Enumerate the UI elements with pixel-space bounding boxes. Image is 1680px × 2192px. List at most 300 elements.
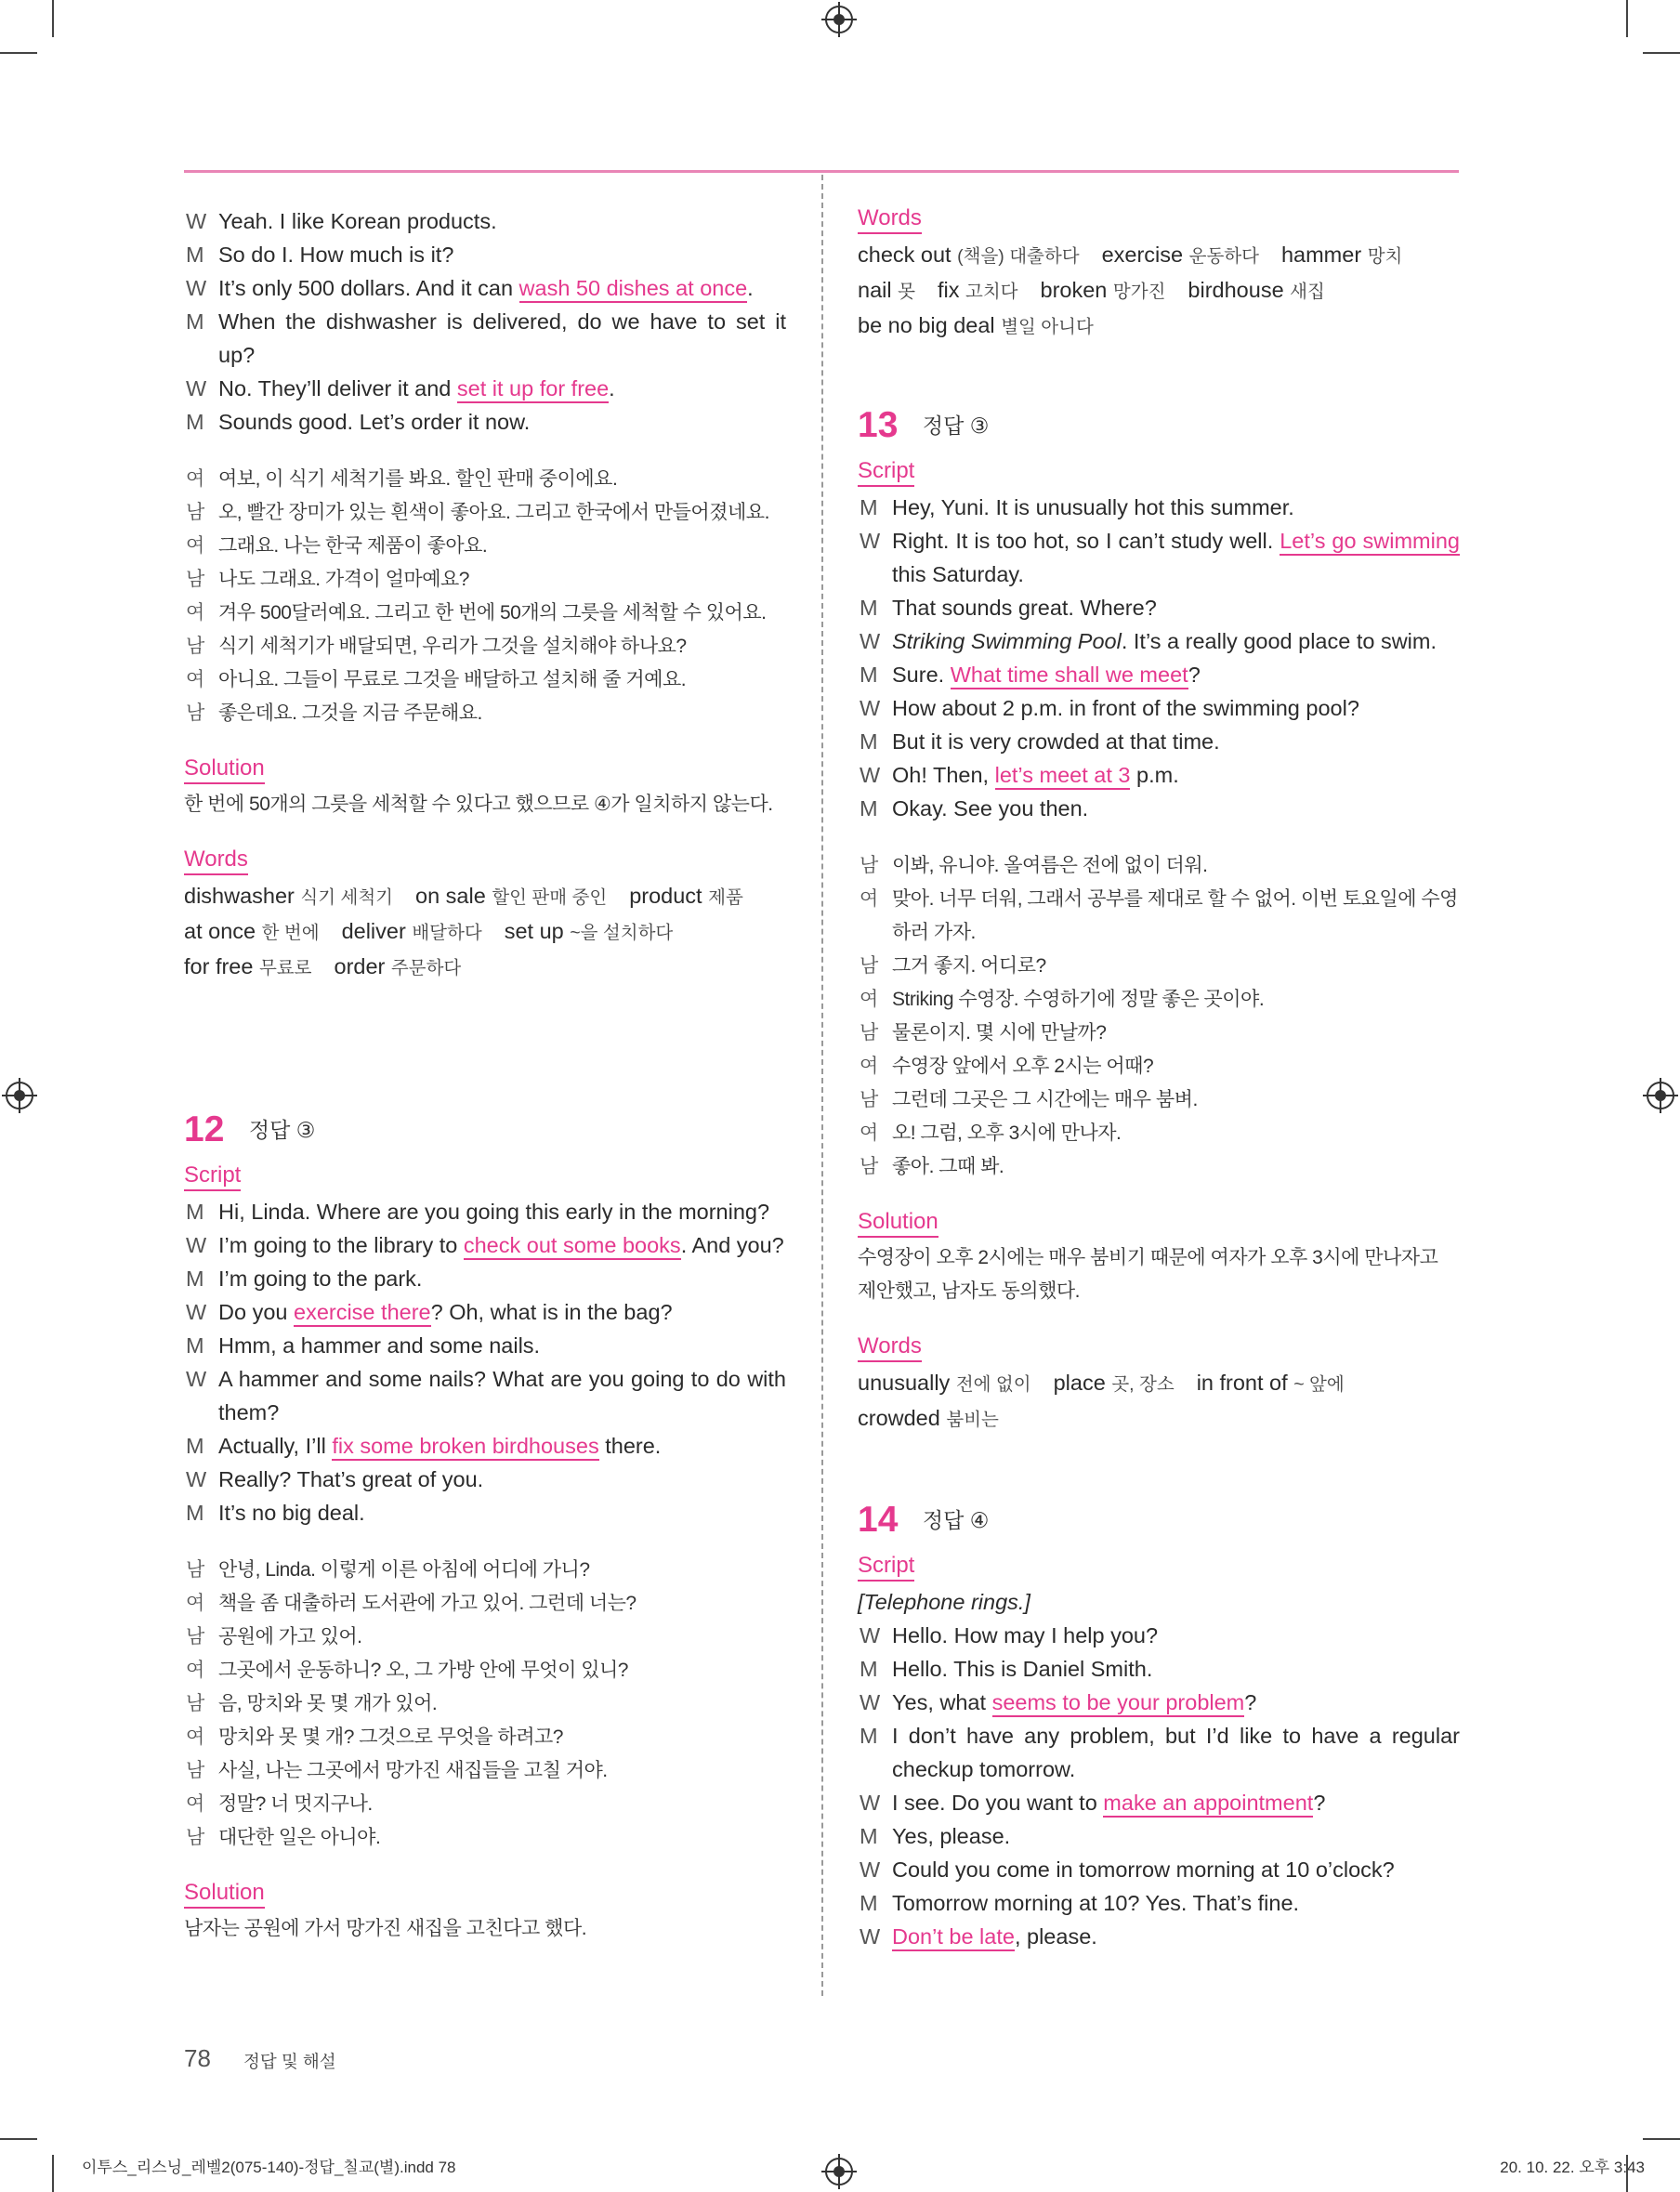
dialogue-text: When the dishwasher is delivered, do we have to set it up? <box>218 309 786 367</box>
dialogue-line <box>184 238 786 271</box>
translation-text: 식기 세척기가 배달되면, 우리가 그것을 설치해야 하나요? <box>218 636 687 657</box>
dialogue-line <box>184 1463 786 1496</box>
word-entry <box>1197 1371 1345 1395</box>
translation-text: 정말? 너 멋지구나. <box>218 1793 373 1815</box>
dialogue-text: No. They’ll deliver it and <box>218 376 457 400</box>
word-entry <box>629 884 743 908</box>
question-number: 14 <box>858 1499 899 1540</box>
dialogue-line <box>184 271 786 305</box>
speaker-tag: 남 <box>186 1693 204 1714</box>
word-entry <box>184 884 393 908</box>
script-dialogue <box>184 1195 786 1529</box>
dialogue-line <box>184 1228 786 1262</box>
words-list <box>858 1366 1460 1437</box>
highlighted-phrase: make an appointment <box>1103 1791 1313 1818</box>
dialogue-line <box>858 1819 1460 1853</box>
translation-line <box>184 1587 786 1621</box>
dialogue-text: ? <box>1313 1791 1326 1815</box>
registration-mark-icon <box>825 6 853 33</box>
translation-text: 대단한 일은 아니야. <box>218 1827 381 1848</box>
dialogue-text: Right. It is too hot, so I can’t study well. <box>892 529 1280 553</box>
script-dialogue <box>858 491 1460 825</box>
word-english: set up <box>504 919 564 943</box>
speaker-tag: M <box>186 1333 204 1358</box>
stage-direction: [Telephone rings.] <box>858 1590 1030 1614</box>
speaker-tag: W <box>186 1233 207 1257</box>
dialogue-text: Yeah. I like Korean products. <box>218 209 497 233</box>
dialogue-text: Sounds good. Let’s order it now. <box>218 410 531 434</box>
words-line <box>184 879 786 914</box>
speaker-tag: W <box>186 1467 207 1491</box>
word-korean: 별일 아니다 <box>1001 317 1094 337</box>
speaker-tag: 여 <box>186 1660 204 1681</box>
word-entry <box>858 1371 1031 1395</box>
dialogue-text: Okay. See you then. <box>892 796 1089 820</box>
highlighted-phrase: Let’s go swimming <box>1280 529 1460 556</box>
dialogue-line <box>858 1619 1460 1652</box>
speaker-tag: 남 <box>186 502 204 523</box>
speaker-tag: M <box>860 596 878 620</box>
highlighted-phrase: wash 50 dishes at once <box>519 276 748 303</box>
speaker-tag: 남 <box>860 855 878 876</box>
speaker-tag: 남 <box>186 569 204 590</box>
word-korean: 전에 없이 <box>955 1374 1031 1395</box>
translation-line <box>184 1621 786 1654</box>
word-korean: 운동하다 <box>1188 246 1259 267</box>
speaker-tag: M <box>860 1891 878 1915</box>
speaker-tag: 남 <box>186 1760 204 1781</box>
words-line <box>858 273 1460 308</box>
dialogue-text: Yes, what <box>892 1690 992 1714</box>
dialogue-text: ? <box>1244 1690 1257 1714</box>
dialogue-line <box>184 1429 786 1463</box>
crop-mark <box>1643 2138 1680 2140</box>
speaker-tag: W <box>860 1690 881 1714</box>
translation-text: 그래요. 나는 한국 제품이 좋아요. <box>218 535 488 557</box>
speaker-tag: M <box>860 663 878 687</box>
translation-text: 오! 그럼, 오후 3시에 만나자. <box>892 1122 1122 1144</box>
speaker-tag: 여 <box>186 1593 204 1614</box>
speaker-tag: 남 <box>860 1156 878 1177</box>
speaker-tag: 여 <box>186 1793 204 1815</box>
word-korean: 못 <box>898 282 915 302</box>
word-english: in front of <box>1196 1371 1288 1395</box>
translation-text: 그런데 그곳은 그 시간에는 매우 붐벼. <box>892 1089 1198 1110</box>
speaker-tag: 여 <box>860 888 878 910</box>
speaker-tag: M <box>860 796 878 820</box>
word-english: at once <box>184 919 256 943</box>
words-label: Words <box>184 846 248 875</box>
dialogue-text: Do you <box>218 1300 294 1324</box>
word-english: broken <box>1040 278 1108 302</box>
question-header <box>858 396 1460 452</box>
dialogue-line <box>184 1295 786 1329</box>
dialogue-text: I see. Do you want to <box>892 1791 1104 1815</box>
word-korean: 무료로 <box>258 958 312 978</box>
translation-text: 겨우 500달러예요. 그리고 한 번에 50개의 그릇을 세척할 수 있어요. <box>218 602 767 623</box>
translation-text: 아니요. 그들이 무료로 그것을 배달하고 설치해 줄 거예요. <box>218 669 687 690</box>
solution-text: 한 번에 50개의 그릇을 세척할 수 있다고 했으므로 ④가 일치하지 않는다. <box>184 794 773 815</box>
speaker-tag: 여 <box>186 1726 204 1748</box>
dialogue-line <box>858 725 1460 758</box>
translation-line <box>858 1083 1460 1117</box>
registration-mark-icon <box>1647 1082 1674 1109</box>
translation-text: 책을 좀 대출하러 도서관에 가고 있어. 그런데 너는? <box>218 1593 637 1614</box>
word-english: for free <box>184 954 254 978</box>
translation-line <box>858 1050 1460 1083</box>
dialogue-line <box>858 1853 1460 1886</box>
word-entry <box>1281 243 1402 267</box>
word-entry <box>858 1406 999 1430</box>
speaker-tag: 여 <box>860 1056 878 1077</box>
dialogue-line <box>184 405 786 439</box>
speaker-tag: W <box>860 696 881 720</box>
speaker-tag: W <box>860 629 881 653</box>
translation-line <box>184 1554 786 1587</box>
translation-text: 좋은데요. 그것을 지금 주문해요. <box>218 702 482 724</box>
words-label: Words <box>858 204 922 234</box>
words-section <box>858 204 1460 344</box>
speaker-tag: 여 <box>186 468 204 490</box>
dialogue-text: Hi, Linda. Where are you going this early in the morning? <box>218 1200 770 1224</box>
solution-label: Solution <box>184 755 265 784</box>
dialogue-line <box>858 1786 1460 1819</box>
speaker-tag: 남 <box>860 955 878 977</box>
translation-text: 사실, 나는 그곳에서 망가진 새집들을 고칠 거야. <box>218 1760 608 1781</box>
question-header <box>858 1490 1460 1546</box>
speaker-tag: M <box>186 1200 204 1224</box>
word-korean: (책을) 대출하다 <box>957 246 1080 267</box>
registration-mark-icon <box>825 2158 853 2185</box>
words-section <box>184 846 786 985</box>
script-label: Script <box>184 1162 241 1191</box>
dialogue-line <box>858 758 1460 792</box>
translation-line <box>858 950 1460 983</box>
dialogue-text: Oh! Then, <box>892 763 995 787</box>
section-title: 정답 및 해설 <box>243 2052 336 2071</box>
question-number: 13 <box>858 404 899 445</box>
dialogue-text: I don’t have any problem, but I’d like to have a regular checkup tomorrow. <box>892 1724 1460 1781</box>
speaker-tag: M <box>186 1267 204 1291</box>
script-label: Script <box>858 457 914 487</box>
dialogue-text: Really? That’s great of you. <box>218 1467 484 1491</box>
question-13 <box>858 396 1460 1437</box>
top-translation <box>184 463 786 730</box>
dialogue-line <box>858 1652 1460 1686</box>
word-korean: 한 번에 <box>261 923 320 943</box>
dialogue-text: I’m going to the library to <box>218 1233 464 1257</box>
solution-section <box>184 755 786 821</box>
translation-line <box>184 496 786 530</box>
word-entry <box>505 919 674 943</box>
word-english: birdhouse <box>1188 278 1284 302</box>
speaker-tag: 남 <box>860 1022 878 1043</box>
question-header <box>184 1100 786 1156</box>
words-line <box>858 1401 1460 1437</box>
dialogue-line <box>184 1262 786 1295</box>
speaker-tag: M <box>860 1724 878 1748</box>
question-14 <box>858 1490 1460 1953</box>
translation-line <box>184 1687 786 1721</box>
speaker-tag: 여 <box>186 669 204 690</box>
word-english: check out <box>858 243 952 267</box>
translation-text: 물론이지. 몇 시에 만날까? <box>892 1022 1107 1043</box>
registration-mark-icon <box>6 1082 33 1109</box>
dialogue-text: this Saturday. <box>892 562 1024 586</box>
translation-text: 음, 망치와 못 몇 개가 있어. <box>218 1693 438 1714</box>
word-entry <box>858 313 1094 337</box>
solution-label: Solution <box>858 1208 938 1238</box>
highlighted-phrase: What time shall we meet <box>951 663 1188 689</box>
highlighted-phrase: set it up for free <box>457 376 609 403</box>
dialogue-text: p.m. <box>1130 763 1179 787</box>
script-label: Script <box>858 1552 914 1582</box>
highlighted-phrase: check out some books <box>464 1233 681 1260</box>
translation-line <box>858 883 1460 950</box>
word-entry <box>184 954 312 978</box>
dialogue-line <box>184 305 786 372</box>
dialogue-line <box>858 1886 1460 1920</box>
translation-text: 오, 빨간 장미가 있는 흰색이 좋아요. 그리고 한국에서 만들어졌네요. <box>218 502 769 523</box>
dialogue-text: , please. <box>1014 1924 1097 1949</box>
translation-line <box>184 663 786 697</box>
speaker-tag: 남 <box>860 1089 878 1110</box>
crop-mark <box>1643 52 1680 54</box>
speaker-tag: 남 <box>186 702 204 724</box>
dialogue-text: I’m going to the park. <box>218 1267 423 1291</box>
dialogue-text: So do I. How much is it? <box>218 243 454 267</box>
dialogue-line <box>858 1920 1460 1953</box>
translation-text: Striking 수영장. 수영하기에 정말 좋은 곳이야. <box>892 989 1265 1010</box>
word-entry <box>1102 243 1259 267</box>
highlighted-phrase: exercise there <box>294 1300 431 1327</box>
dialogue-text: . <box>747 276 754 300</box>
word-english: deliver <box>341 919 406 943</box>
speaker-tag: 남 <box>186 1626 204 1647</box>
speaker-tag: M <box>186 1434 204 1458</box>
answer-key: 정답 ③ <box>922 413 990 438</box>
translation-text: 그곳에서 운동하니? 오, 그 가방 안에 무엇이 있니? <box>218 1660 628 1681</box>
crop-mark <box>0 2138 37 2140</box>
speaker-tag: 여 <box>860 1122 878 1144</box>
word-korean: ~을 설치하다 <box>570 923 674 943</box>
dialogue-line <box>858 491 1460 524</box>
crop-mark <box>0 52 37 54</box>
speaker-tag: W <box>860 1857 881 1882</box>
dialogue-text: That sounds great. Where? <box>892 596 1157 620</box>
words-line <box>184 950 786 985</box>
translation-line <box>858 849 1460 883</box>
dialogue-text: Hello. How may I help you? <box>892 1623 1159 1647</box>
word-korean: 할인 판매 중인 <box>492 887 608 908</box>
translation-text: 그거 좋지. 어디로? <box>892 955 1046 977</box>
dialogue-line <box>184 1362 786 1429</box>
speaker-tag: M <box>186 309 204 334</box>
translation-line <box>184 1654 786 1687</box>
word-english: nail <box>858 278 892 302</box>
word-entry <box>184 919 320 943</box>
speaker-tag: W <box>860 529 881 553</box>
word-entry <box>342 919 482 943</box>
top-dialogue <box>184 204 786 439</box>
translation-line <box>184 1754 786 1788</box>
words-label: Words <box>858 1332 922 1362</box>
dialogue-line <box>858 792 1460 825</box>
word-korean: 식기 세척기 <box>300 887 394 908</box>
word-english: crowded <box>858 1406 940 1430</box>
script-translation <box>858 849 1460 1184</box>
highlighted-phrase: fix some broken birdhouses <box>332 1434 598 1461</box>
script-translation <box>184 1554 786 1855</box>
word-entry <box>1054 1371 1175 1395</box>
dialogue-text: But it is very crowded at that time. <box>892 729 1220 754</box>
print-slug-time: 20. 10. 22. 오후 3:43 <box>1500 2159 1645 2176</box>
word-english: exercise <box>1101 243 1184 267</box>
speaker-tag: W <box>860 1924 881 1949</box>
column-divider <box>821 175 823 1996</box>
speaker-tag: W <box>186 1367 207 1391</box>
word-korean: 망가진 <box>1112 282 1166 302</box>
speaker-tag: W <box>860 1791 881 1815</box>
word-korean: 새집 <box>1290 282 1325 302</box>
word-korean: 주문하다 <box>390 958 462 978</box>
speaker-tag: W <box>186 209 207 233</box>
speaker-tag: M <box>186 243 204 267</box>
translation-text: 안녕, Linda. 이렇게 이른 아침에 어디에 가니? <box>218 1559 590 1581</box>
word-entry <box>415 884 607 908</box>
dialogue-text: ? <box>1188 663 1201 687</box>
dialogue-line <box>858 691 1460 725</box>
header-rule <box>184 170 1459 173</box>
solution-text: 수영장이 오후 2시에는 매우 붐비기 때문에 여자가 오후 3시에 만나자고 제안했고, 남자도 동의했다. <box>858 1247 1438 1302</box>
dialogue-line <box>858 524 1460 591</box>
dialogue-text: A hammer and some nails? What are you going to do with them? <box>218 1367 786 1424</box>
dialogue-text: It’s no big deal. <box>218 1501 365 1525</box>
word-english: hammer <box>1280 243 1362 267</box>
speaker-tag: M <box>186 1501 204 1525</box>
speaker-tag: M <box>860 729 878 754</box>
dialogue-line <box>184 204 786 238</box>
dialogue-text: Hmm, a hammer and some nails. <box>218 1333 541 1358</box>
speaker-tag: 여 <box>186 602 204 623</box>
dialogue-line <box>858 1686 1460 1719</box>
word-english: be no big deal <box>858 313 995 337</box>
word-entry <box>858 243 1080 267</box>
highlighted-phrase: seems to be your problem <box>992 1690 1245 1717</box>
word-entry <box>938 278 1018 302</box>
speaker-tag: M <box>860 1657 878 1681</box>
print-slug-file: 이투스_리스닝_레벨2(075-140)-정답_칠교(별).indd 78 <box>82 2159 456 2176</box>
speaker-tag: W <box>860 763 881 787</box>
dialogue-line <box>858 1719 1460 1786</box>
dialogue-text: Tomorrow morning at 10? Yes. That’s fine. <box>892 1891 1300 1915</box>
words-list <box>184 879 786 985</box>
word-english: order <box>334 954 386 978</box>
translation-text: 여보, 이 식기 세척기를 봐요. 할인 판매 중이에요. <box>218 468 618 490</box>
dialogue-text: It’s only 500 dollars. And it can <box>218 276 519 300</box>
word-korean: 제품 <box>708 887 743 908</box>
translation-line <box>858 1117 1460 1150</box>
dialogue-line <box>184 1329 786 1362</box>
word-english: unusually <box>858 1371 951 1395</box>
translation-line <box>184 597 786 630</box>
dialogue-text: Yes, please. <box>892 1824 1011 1848</box>
translation-line <box>184 1821 786 1855</box>
translation-text: 나도 그래요. 가격이 얼마예요? <box>218 569 469 590</box>
dialogue-text: . And you? <box>680 1233 784 1257</box>
translation-text: 좋아. 그때 봐. <box>892 1156 1004 1177</box>
answer-key: 정답 ④ <box>922 1507 990 1532</box>
highlighted-phrase: Don’t be late <box>892 1924 1015 1951</box>
words-line <box>858 308 1460 344</box>
word-entry <box>335 954 462 978</box>
left-column <box>184 204 786 1946</box>
translation-line <box>184 697 786 730</box>
translation-text: 망치와 못 몇 개? 그것으로 무엇을 하려고? <box>218 1726 563 1748</box>
script-dialogue <box>858 1619 1460 1953</box>
dialogue-text: How about 2 p.m. in front of the swimming pool? <box>892 696 1359 720</box>
speaker-tag: 남 <box>186 1559 204 1581</box>
dialogue-text: Actually, I’ll <box>218 1434 333 1458</box>
translation-line <box>858 1017 1460 1050</box>
word-english: dishwasher <box>184 884 295 908</box>
translation-line <box>184 563 786 597</box>
speaker-tag: 여 <box>186 535 204 557</box>
speaker-tag: 여 <box>860 989 878 1010</box>
speaker-tag: W <box>186 376 207 400</box>
translation-line <box>858 1150 1460 1184</box>
word-entry <box>1188 278 1324 302</box>
speaker-tag: M <box>860 495 878 519</box>
translation-text: 이봐, 유니야. 올여름은 전에 없이 더워. <box>892 855 1208 876</box>
speaker-tag: 남 <box>186 1827 204 1848</box>
dialogue-text: Could you come in tomorrow morning at 10 o’clock? <box>892 1857 1395 1882</box>
solution-text: 남자는 공원에 가서 망가진 새집을 고친다고 했다. <box>184 1918 587 1939</box>
dialogue-line <box>184 1496 786 1529</box>
word-entry <box>858 278 915 302</box>
dialogue-line <box>858 624 1460 658</box>
crop-mark <box>52 2155 54 2192</box>
word-english: product <box>629 884 702 908</box>
word-english: fix <box>937 278 960 302</box>
question-number: 12 <box>184 1109 225 1149</box>
translation-line <box>184 630 786 663</box>
word-korean: 곳, 장소 <box>1111 1374 1175 1395</box>
word-korean: ~ 앞에 <box>1293 1374 1345 1395</box>
word-english: place <box>1053 1371 1106 1395</box>
dialogue-text: Sure. <box>892 663 951 687</box>
dialogue-text: Hello. This is Daniel Smith. <box>892 1657 1153 1681</box>
crop-mark <box>52 0 54 37</box>
translation-line <box>184 1721 786 1754</box>
speaker-tag: M <box>186 410 204 434</box>
words-line <box>858 1366 1460 1401</box>
translation-line <box>858 983 1460 1017</box>
dialogue-text: there. <box>598 1434 662 1458</box>
translation-text: 맞아. 너무 더워, 그래서 공부를 제대로 할 수 없어. 이번 토요일에 수영하러 가자. <box>892 888 1458 943</box>
translation-line <box>184 530 786 563</box>
solution-label: Solution <box>184 1879 265 1909</box>
words-line <box>858 238 1460 273</box>
dialogue-line <box>184 372 786 405</box>
page-number: 78 <box>184 2044 211 2072</box>
italic-phrase: Striking Swimming Pool <box>892 629 1122 653</box>
dialogue-text: . <box>609 376 615 400</box>
dialogue-text: . It’s a really good place to swim. <box>1121 629 1437 653</box>
translation-line <box>184 1788 786 1821</box>
word-korean: 붐비는 <box>946 1410 999 1430</box>
translation-line <box>184 463 786 496</box>
